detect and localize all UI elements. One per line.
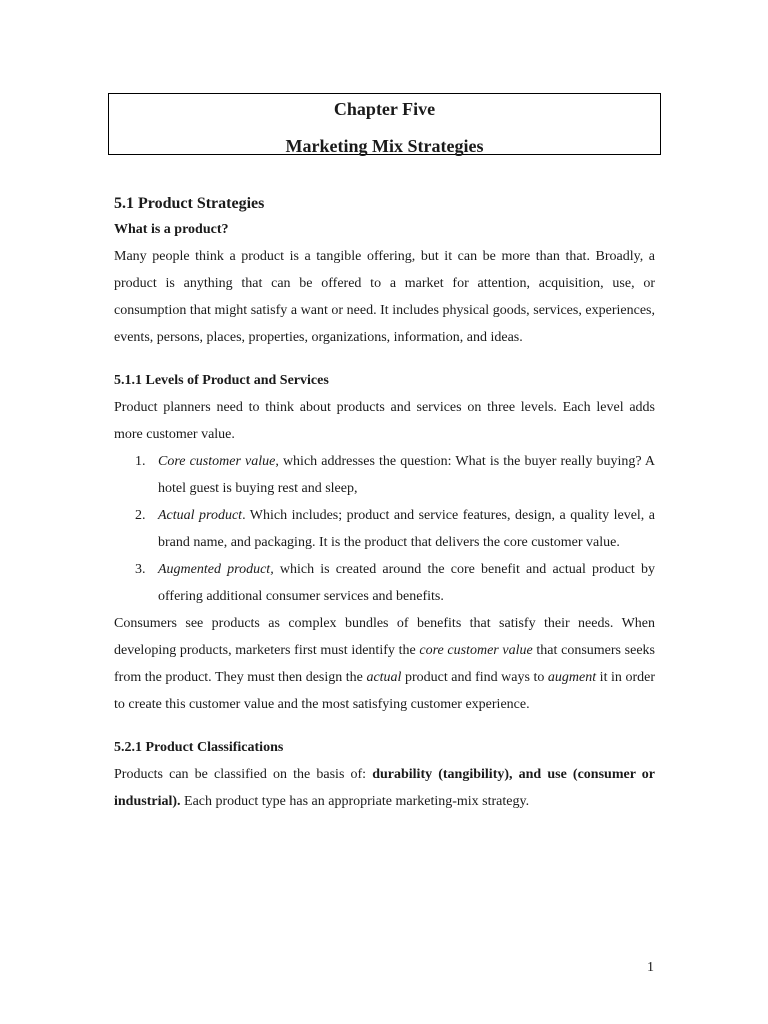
list-item-augmented-product xyxy=(114,556,655,610)
term-augmented-product: Augmented product, xyxy=(158,562,274,577)
levels-list xyxy=(114,448,655,610)
text-run: it in order to create this customer value and the most satisfying customer experience. xyxy=(114,670,655,712)
term-core-customer-value: Core customer value xyxy=(158,454,276,469)
text-run: product and find ways to xyxy=(401,670,548,685)
list-item-actual-product xyxy=(114,502,655,556)
paragraph-product-definition: Many people think a product is a tangible offering, but it can be more than that. Broadly, a product is anything that can be offered to a market for attention, acquisition, use, or consumption that might satisfy a want or need. It includes physical goods, services, experiences, events, persons, places, properties, organizations, information, and ideas. xyxy=(114,249,655,345)
text-run: Products can be classified on the basis of: xyxy=(114,767,373,782)
list-number: 2. xyxy=(135,508,146,523)
page-number: 1 xyxy=(647,960,654,975)
section-heading-classifications: 5.2.1 Product Classifications xyxy=(114,740,284,755)
emphasis-core-customer-value: core customer value xyxy=(419,643,533,658)
text-run: Each product type has an appropriate marketing-mix strategy. xyxy=(180,794,530,809)
section-heading-product-strategies: 5.1 Product Strategies xyxy=(114,195,265,212)
list-item-text: which is created around the core benefit and actual product by offering additional consumer services and benefits. xyxy=(158,562,655,604)
paragraph-levels-intro: Product planners need to think about products and services on three levels. Each level adds more customer value. xyxy=(114,400,655,442)
text-run: Consumers see products as complex bundles of benefits that satisfy their needs. When developing products, marketers first must identify the xyxy=(114,616,655,658)
list-item-core-value xyxy=(114,448,655,502)
term-actual-product: Actual product xyxy=(158,508,243,523)
list-number: 1. xyxy=(135,454,146,469)
list-number: 3. xyxy=(135,562,146,577)
chapter-title-box xyxy=(108,93,661,155)
chapter-number: Chapter Five xyxy=(333,99,436,119)
bold-classification-basis: durability (tangibility), and use (consumer or industrial). xyxy=(114,767,655,809)
emphasis-actual: actual xyxy=(366,670,402,685)
text-run: that consumers seeks from the product. They must then design the xyxy=(114,643,655,685)
paragraph-classifications xyxy=(114,761,655,815)
spacer xyxy=(114,351,655,370)
document-body xyxy=(114,194,655,815)
emphasis-augment: augment xyxy=(547,670,597,685)
paragraph-consumers xyxy=(114,610,655,718)
subheading-what-is-a-product: What is a product? xyxy=(114,222,229,237)
section-heading-levels: 5.1.1 Levels of Product and Services xyxy=(114,373,329,388)
list-item-text: , which addresses the question: What is the buyer really buying? A hotel guest is buying rest and sleep, xyxy=(158,454,655,496)
list-item-text: . Which includes; product and service features, design, a quality level, a brand name, and packaging. It is the product that delivers the core customer value. xyxy=(158,508,655,550)
spacer xyxy=(114,718,655,737)
chapter-title: Marketing Mix Strategies xyxy=(285,136,484,156)
